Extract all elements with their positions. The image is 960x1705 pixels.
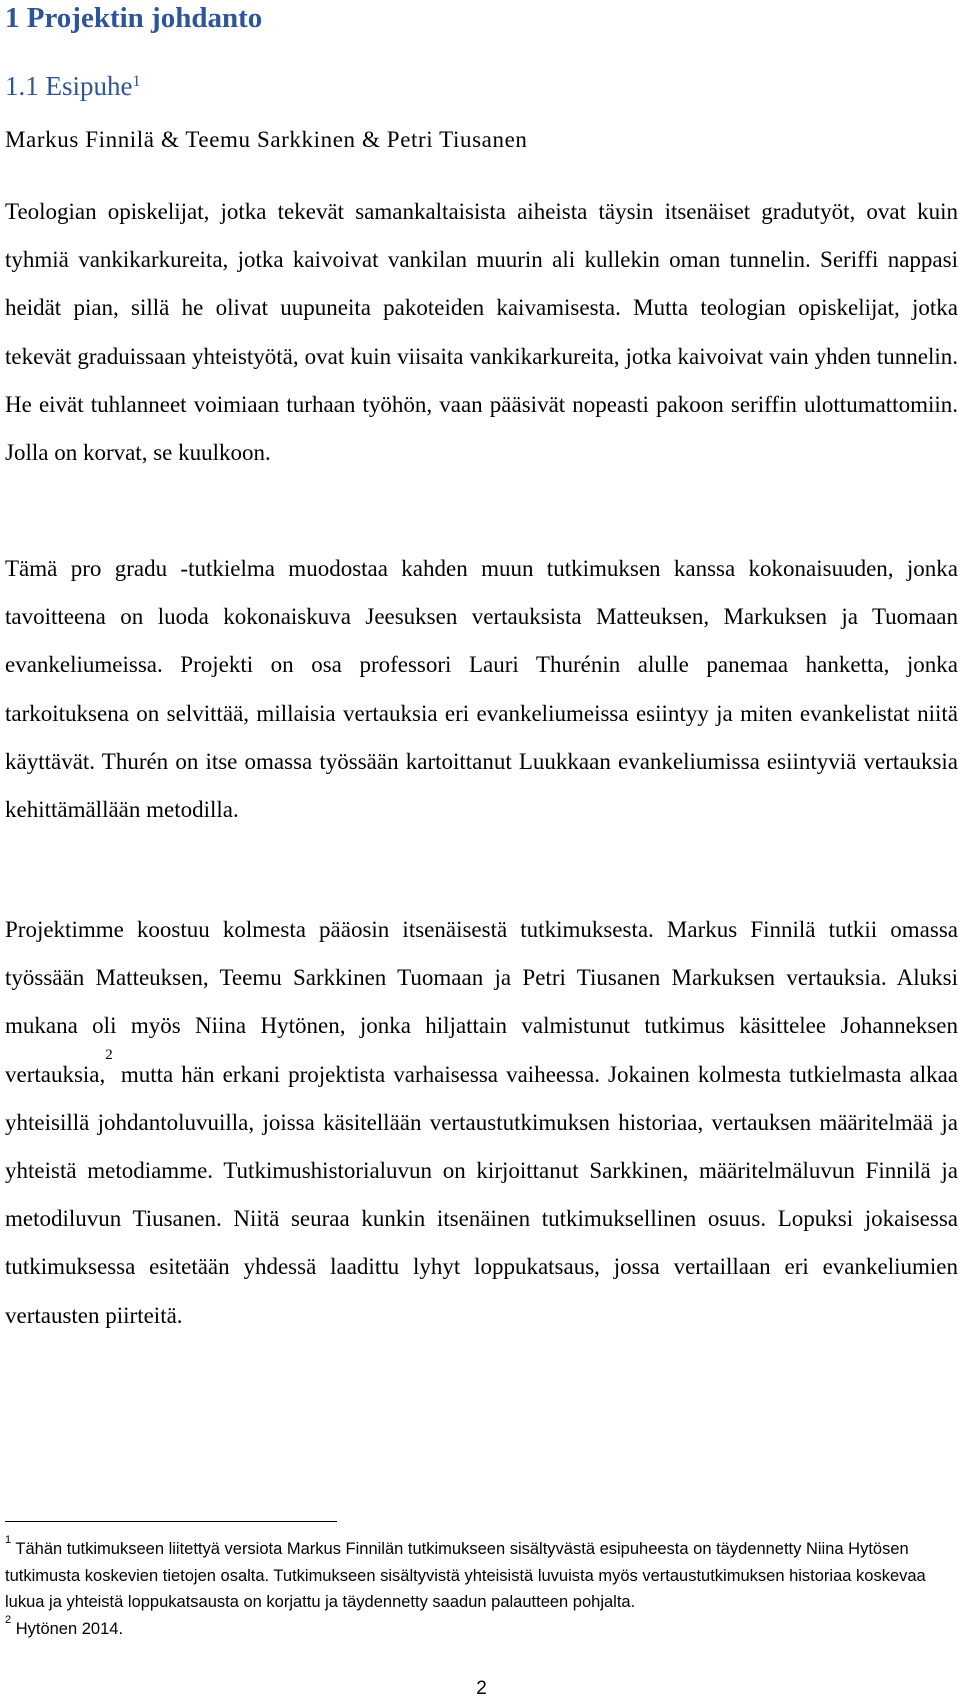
chapter-heading: 1 Projektin johdanto: [5, 2, 263, 34]
section-heading: [5, 68, 141, 104]
footnote-2: [5, 1613, 958, 1643]
footnote-separator: [5, 1521, 337, 1522]
paragraph-3: [5, 906, 958, 1340]
authors-line: Markus Finnilä & Teemu Sarkkinen & Petri Tiusanen: [5, 127, 528, 152]
footnote-1: [5, 1536, 958, 1616]
footnote-1-text: Tähän tutkimukseen liitettyä versiota Markus Finnilän tutkimukseen sisältyvästä esipuheesta on täydennetty Niina Hytösen tutkimusta koskevien tietojen osalta. Tutkimukseen sisältyvistä yhteisistä luvuista myös vertaustutkimuksen historiaa koskevaa lukua ja yhteistä loppukatsausta on korjattu ja täydennetty saadun palautteen pohjalta.: [5, 1540, 926, 1611]
footnote-ref-2[interactable]: 2: [105, 1046, 113, 1063]
footnote-ref-1[interactable]: 1: [132, 73, 141, 90]
section-heading-text: 1.1 Esipuhe: [5, 71, 133, 101]
paragraph-3-part-a: Projektimme koostuu kolmesta pääosin itsenäisestä tutkimuksesta. Markus Finnilä tutkii omassa työssään Matteuksen, Teemu Sarkkinen Tuomaan ja Petri Tiusanen Markuksen vertauksia. Aluksi mukana oli myös Niina Hytönen, jonka hiljattain valmistunut tutkimus käsittelee Johanneksen vertauksia,: [5, 917, 958, 1087]
paragraph-1: Teologian opiskelijat, jotka tekevät samankaltaisista aiheista täysin itsenäiset gradutyöt, ovat kuin tyhmiä vankikarkureita, jotka kaivoivat vankilan muurin ali kullekin oman tunnelin. Seriffi nappasi heidät pian, sillä he olivat uupuneita pakoteiden kaivamisesta. Mutta teologian opiskelijat, jotka tekevät graduissaan yhteistyötä, ovat kuin viisaita vankikarkureita, jotka kaivoivat vain yhden tunnelin. He eivät tuhlanneet voimiaan turhaan työhön, vaan pääsivät nopeasti pakoon seriffin ulottumattomiin. Jolla on korvat, se kuulkoon.: [5, 199, 958, 466]
footnote-1-number: 1: [5, 1534, 12, 1546]
page-number: 2: [476, 1678, 487, 1699]
footnote-2-text: Hytönen 2014.: [11, 1619, 124, 1638]
paragraph-2: Tämä pro gradu -tutkielma muodostaa kahden muun tutkimuksen kanssa kokonaisuuden, jonka tavoitteena on luoda kokonaiskuva Jeesuksen vertauksista Matteuksen, Markuksen ja Tuomaan evankeliumeissa. Projekti on osa professori Lauri Thurénin alulle panemaa hanketta, jonka tarkoituksena on selvittää, millaisia vertauksia eri evankeliumeissa esiintyy ja miten evankelistat niitä käyttävät. Thurén on itse omassa työssään kartoittanut Luukkaan evankeliumissa esiintyviä vertauksia kehittämällään metodilla.: [5, 556, 958, 823]
footnotes: [5, 1536, 958, 1642]
paragraph-3-part-b: mutta hän erkani projektista varhaisessa vaiheessa. Jokainen kolmesta tutkielmasta alkaa yhteisillä johdantoluvuilla, joissa käsitellään vertaustutkimuksen historiaa, vertauksen määritelmää ja yhteistä metodiamme. Tutkimushistorialuvun on kirjoittanut Sarkkinen, määritelmäluvun Finnilä ja metodiluvun Tiusanen. Niitä seuraa kunkin itsenäinen tutkimuksellinen osuus. Lopuksi jokaisessa tutkimuksessa esitetään yhdessä laadittu lyhyt loppukatsaus, jossa vertaillaan eri evankeliumien vertausten piirteitä.: [5, 1061, 958, 1328]
footnote-2-number: 2: [5, 1613, 12, 1626]
